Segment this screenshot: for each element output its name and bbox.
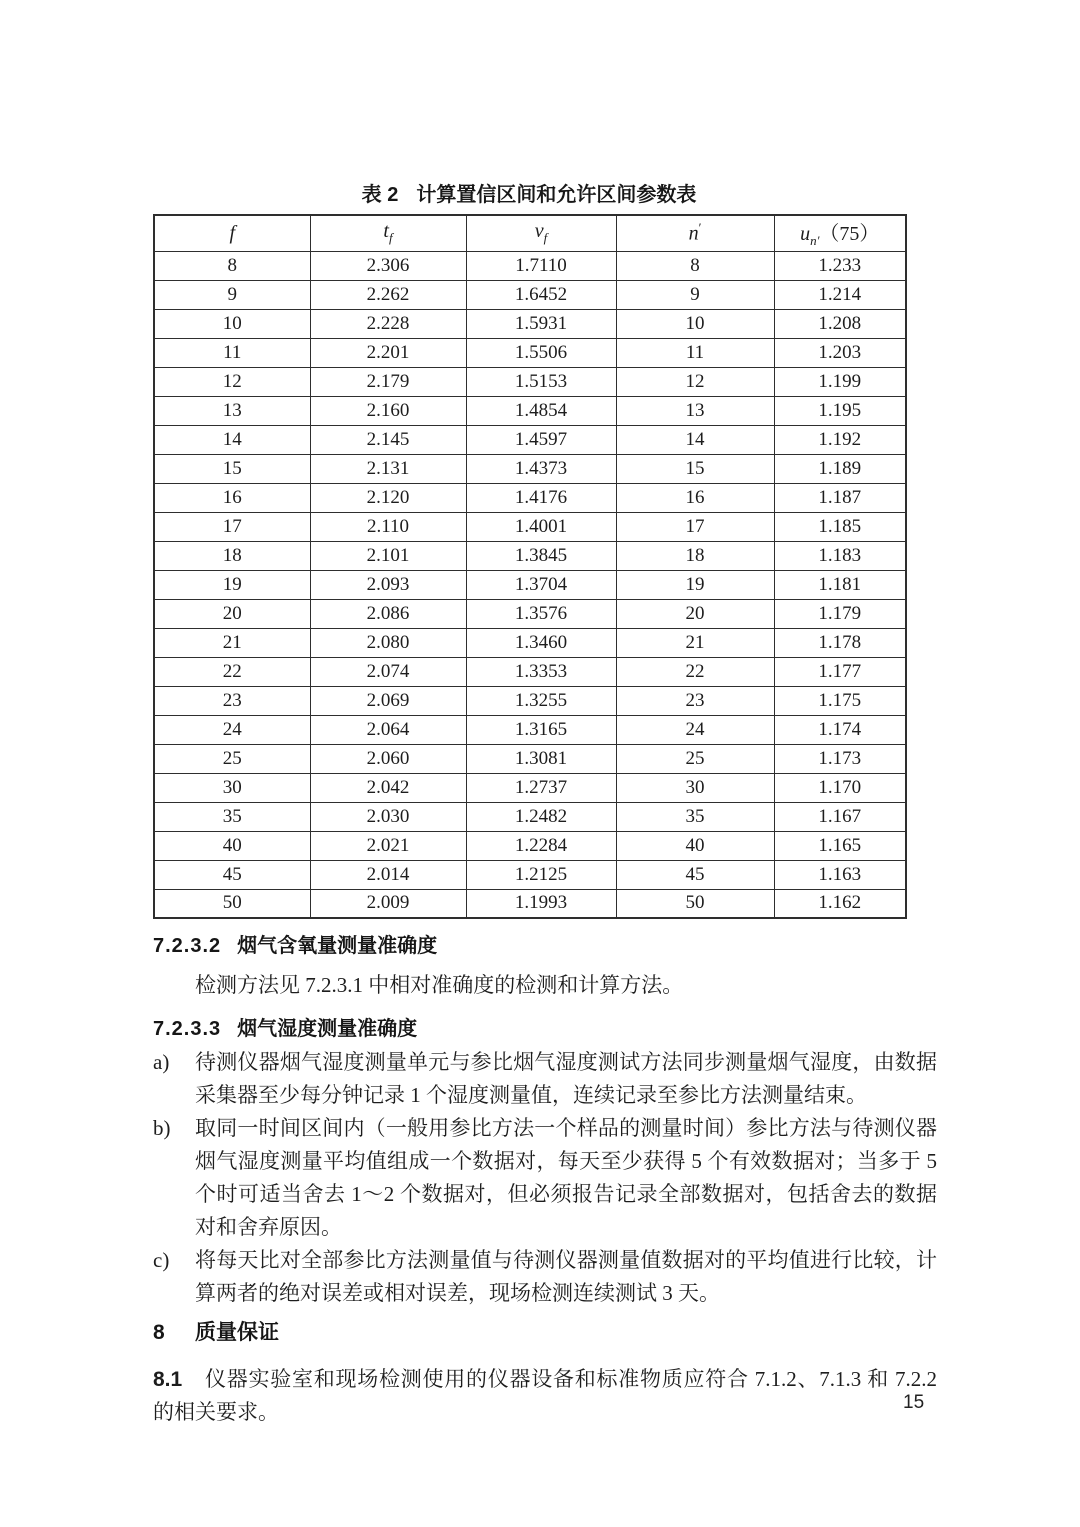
table-cell: 1.183 [774, 541, 906, 570]
table-cell: 1.3576 [466, 599, 616, 628]
section-7232-body: 检测方法见 7.2.3.1 中相对准确度的检测和计算方法。 [195, 973, 684, 997]
table-cell: 2.021 [310, 831, 466, 860]
section-number: 7.2.3.3 [153, 1018, 222, 1040]
table-cell: 45 [616, 860, 774, 889]
table-cell: 1.4854 [466, 396, 616, 425]
table-cell: 2.080 [310, 628, 466, 657]
table-cell: 1.187 [774, 483, 906, 512]
table-cell: 14 [154, 425, 310, 454]
table-row [154, 628, 906, 657]
table-cell: 1.233 [774, 251, 906, 280]
table-cell: 23 [616, 686, 774, 715]
table-cell: 2.030 [310, 802, 466, 831]
table-cell: 1.192 [774, 425, 906, 454]
table-cell: 19 [154, 570, 310, 599]
table-cell: 2.145 [310, 425, 466, 454]
table-cell: 15 [616, 454, 774, 483]
table-row [154, 338, 906, 367]
table-cell: 30 [616, 773, 774, 802]
table-cell: 25 [616, 744, 774, 773]
table-cell: 45 [154, 860, 310, 889]
table-title [153, 182, 905, 208]
table-cell: 13 [154, 396, 310, 425]
chapter-number: 8 [153, 1321, 165, 1344]
table-cell: 1.181 [774, 570, 906, 599]
table-title-label: 表 2 [361, 184, 399, 206]
section-heading-7232 [153, 933, 937, 959]
page-content [153, 182, 937, 1429]
table-cell: 19 [616, 570, 774, 599]
list-text: 将每天比对全部参比方法测量值与待测仪器测量值数据对的平均值进行比较，计算两者的绝对误差或相对误差，现场检测连续测试 3 天。 [195, 1248, 937, 1305]
table-cell: 10 [616, 309, 774, 338]
table-cell: 12 [616, 367, 774, 396]
table-cell: 1.170 [774, 773, 906, 802]
table-cell: 8 [616, 251, 774, 280]
lettered-list [153, 1046, 937, 1310]
table-row [154, 744, 906, 773]
table-cell: 23 [154, 686, 310, 715]
table-row [154, 570, 906, 599]
table-cell: 1.203 [774, 338, 906, 367]
table-cell: 2.014 [310, 860, 466, 889]
table-row [154, 715, 906, 744]
table-cell: 2.042 [310, 773, 466, 802]
table-cell: 1.167 [774, 802, 906, 831]
table-cell: 2.064 [310, 715, 466, 744]
table-cell: 18 [616, 541, 774, 570]
table-cell: 1.3845 [466, 541, 616, 570]
table-cell: 1.3353 [466, 657, 616, 686]
table-cell: 30 [154, 773, 310, 802]
section-heading-7233 [153, 1016, 937, 1042]
table-cell: 15 [154, 454, 310, 483]
table-cell: 1.208 [774, 309, 906, 338]
table-cell: 1.3081 [466, 744, 616, 773]
table-cell: 1.2737 [466, 773, 616, 802]
table-cell: 22 [616, 657, 774, 686]
table-cell: 1.174 [774, 715, 906, 744]
table-cell: 24 [154, 715, 310, 744]
table-row [154, 425, 906, 454]
column-header: $u_{n'}(75)$ [774, 215, 906, 251]
list-marker: c) [153, 1248, 170, 1272]
table-cell: 1.4373 [466, 454, 616, 483]
table-cell: 22 [154, 657, 310, 686]
table-cell: 2.086 [310, 599, 466, 628]
table-cell: 16 [154, 483, 310, 512]
table-cell: 24 [616, 715, 774, 744]
list-item-c [153, 1244, 937, 1310]
table-cell: 1.165 [774, 831, 906, 860]
table-row [154, 367, 906, 396]
table-row [154, 396, 906, 425]
table-cell: 20 [616, 599, 774, 628]
table-cell: 2.228 [310, 309, 466, 338]
table-cell: 1.5153 [466, 367, 616, 396]
table-cell: 1.4597 [466, 425, 616, 454]
table-cell: 1.6452 [466, 280, 616, 309]
parameter-table [153, 214, 907, 919]
table-cell: 16 [616, 483, 774, 512]
table-cell: 2.306 [310, 251, 466, 280]
table-cell: 20 [154, 599, 310, 628]
list-item-a [153, 1046, 937, 1112]
table-cell: 2.262 [310, 280, 466, 309]
table-cell: 1.173 [774, 744, 906, 773]
table-row [154, 773, 906, 802]
table-cell: 35 [616, 802, 774, 831]
table-cell: 1.179 [774, 599, 906, 628]
table-cell: 1.214 [774, 280, 906, 309]
table-row [154, 802, 906, 831]
table-cell: 1.3165 [466, 715, 616, 744]
column-header: n′ [616, 215, 774, 251]
table-cell: 2.201 [310, 338, 466, 367]
table-cell: 2.120 [310, 483, 466, 512]
list-text: 取同一时间区间内（一般用参比方法一个样品的测量时间）参比方法与待测仪器烟气湿度测量平均值组成一个数据对，每天至少获得 5 个有效数据对；当多于 5 个时可适当舍去 1～2 个数据对，但必须报告记录全部数据对，包括舍去的数据对和舍弃原因。 [195, 1116, 937, 1239]
table-cell: 2.110 [310, 512, 466, 541]
table-cell: 21 [154, 628, 310, 657]
table-cell: 1.7110 [466, 251, 616, 280]
table-cell: 1.3704 [466, 570, 616, 599]
table-cell: 21 [616, 628, 774, 657]
table-row [154, 483, 906, 512]
list-marker: b) [153, 1116, 171, 1140]
table-cell: 1.4001 [466, 512, 616, 541]
clause-81 [153, 1363, 937, 1429]
table-cell: 2.009 [310, 889, 466, 918]
table-cell: 1.3255 [466, 686, 616, 715]
table-cell: 14 [616, 425, 774, 454]
table-row [154, 831, 906, 860]
table-cell: 1.5931 [466, 309, 616, 338]
table-row [154, 657, 906, 686]
table-cell: 2.074 [310, 657, 466, 686]
list-marker: a) [153, 1050, 170, 1074]
table-cell: 40 [616, 831, 774, 860]
table-title-text: 计算置信区间和允许区间参数表 [416, 184, 697, 206]
table-cell: 50 [154, 889, 310, 918]
table-cell: 25 [154, 744, 310, 773]
table-row [154, 309, 906, 338]
table-row [154, 454, 906, 483]
table-cell: 1.178 [774, 628, 906, 657]
table-cell: 1.177 [774, 657, 906, 686]
table-header-row [154, 215, 906, 251]
table-cell: 9 [616, 280, 774, 309]
chapter-title: 质量保证 [195, 1321, 279, 1344]
table-cell: 17 [616, 512, 774, 541]
table-row [154, 251, 906, 280]
table-cell: 9 [154, 280, 310, 309]
page-number: 15 [903, 1392, 925, 1413]
table-cell: 1.195 [774, 396, 906, 425]
table-row [154, 860, 906, 889]
column-header: $v_f$ [466, 215, 616, 251]
table-row [154, 280, 906, 309]
table-cell: 1.2125 [466, 860, 616, 889]
list-text: 待测仪器烟气湿度测量单元与参比烟气湿度测试方法同步测量烟气湿度，由数据采集器至少每分钟记录 1 个湿度测量值，连续记录至参比方法测量结束。 [195, 1050, 937, 1107]
table-cell: 2.131 [310, 454, 466, 483]
table-cell: 10 [154, 309, 310, 338]
table-cell: 1.2482 [466, 802, 616, 831]
table-row [154, 512, 906, 541]
table-cell: 35 [154, 802, 310, 831]
table-cell: 2.060 [310, 744, 466, 773]
table-cell: 13 [616, 396, 774, 425]
table-cell: 11 [616, 338, 774, 367]
table-cell: 2.179 [310, 367, 466, 396]
table-cell: 11 [154, 338, 310, 367]
table-cell: 1.5506 [466, 338, 616, 367]
table-cell: 2.093 [310, 570, 466, 599]
section-number: 7.2.3.2 [153, 935, 222, 957]
section-title: 烟气湿度测量准确度 [237, 1018, 418, 1040]
clause-number: 8.1 [153, 1368, 183, 1391]
section-title: 烟气含氧量测量准确度 [237, 935, 438, 957]
table-cell: 8 [154, 251, 310, 280]
table-row [154, 686, 906, 715]
table-cell: 1.185 [774, 512, 906, 541]
clause-text: 仪器实验室和现场检测使用的仪器设备和标准物质应符合 7.1.2、7.1.3 和 7.2.2 的相关要求。 [153, 1367, 937, 1424]
table-cell: 1.162 [774, 889, 906, 918]
table-cell: 2.160 [310, 396, 466, 425]
table-cell: 40 [154, 831, 310, 860]
table-cell: 1.175 [774, 686, 906, 715]
table-cell: 1.189 [774, 454, 906, 483]
column-header: $t_f$ [310, 215, 466, 251]
table-cell: 1.3460 [466, 628, 616, 657]
table-cell: 1.163 [774, 860, 906, 889]
table-row [154, 599, 906, 628]
table-body [154, 251, 906, 918]
table-cell: 1.4176 [466, 483, 616, 512]
table-row [154, 889, 906, 918]
table-cell: 17 [154, 512, 310, 541]
table-cell: 1.1993 [466, 889, 616, 918]
chapter-heading-8 [153, 1319, 937, 1346]
table-cell: 2.069 [310, 686, 466, 715]
table-cell: 2.101 [310, 541, 466, 570]
table-cell: 1.2284 [466, 831, 616, 860]
table-cell: 1.199 [774, 367, 906, 396]
table-cell: 18 [154, 541, 310, 570]
list-item-b [153, 1112, 937, 1244]
column-header: f [154, 215, 310, 251]
table-cell: 50 [616, 889, 774, 918]
table-row [154, 541, 906, 570]
table-cell: 12 [154, 367, 310, 396]
